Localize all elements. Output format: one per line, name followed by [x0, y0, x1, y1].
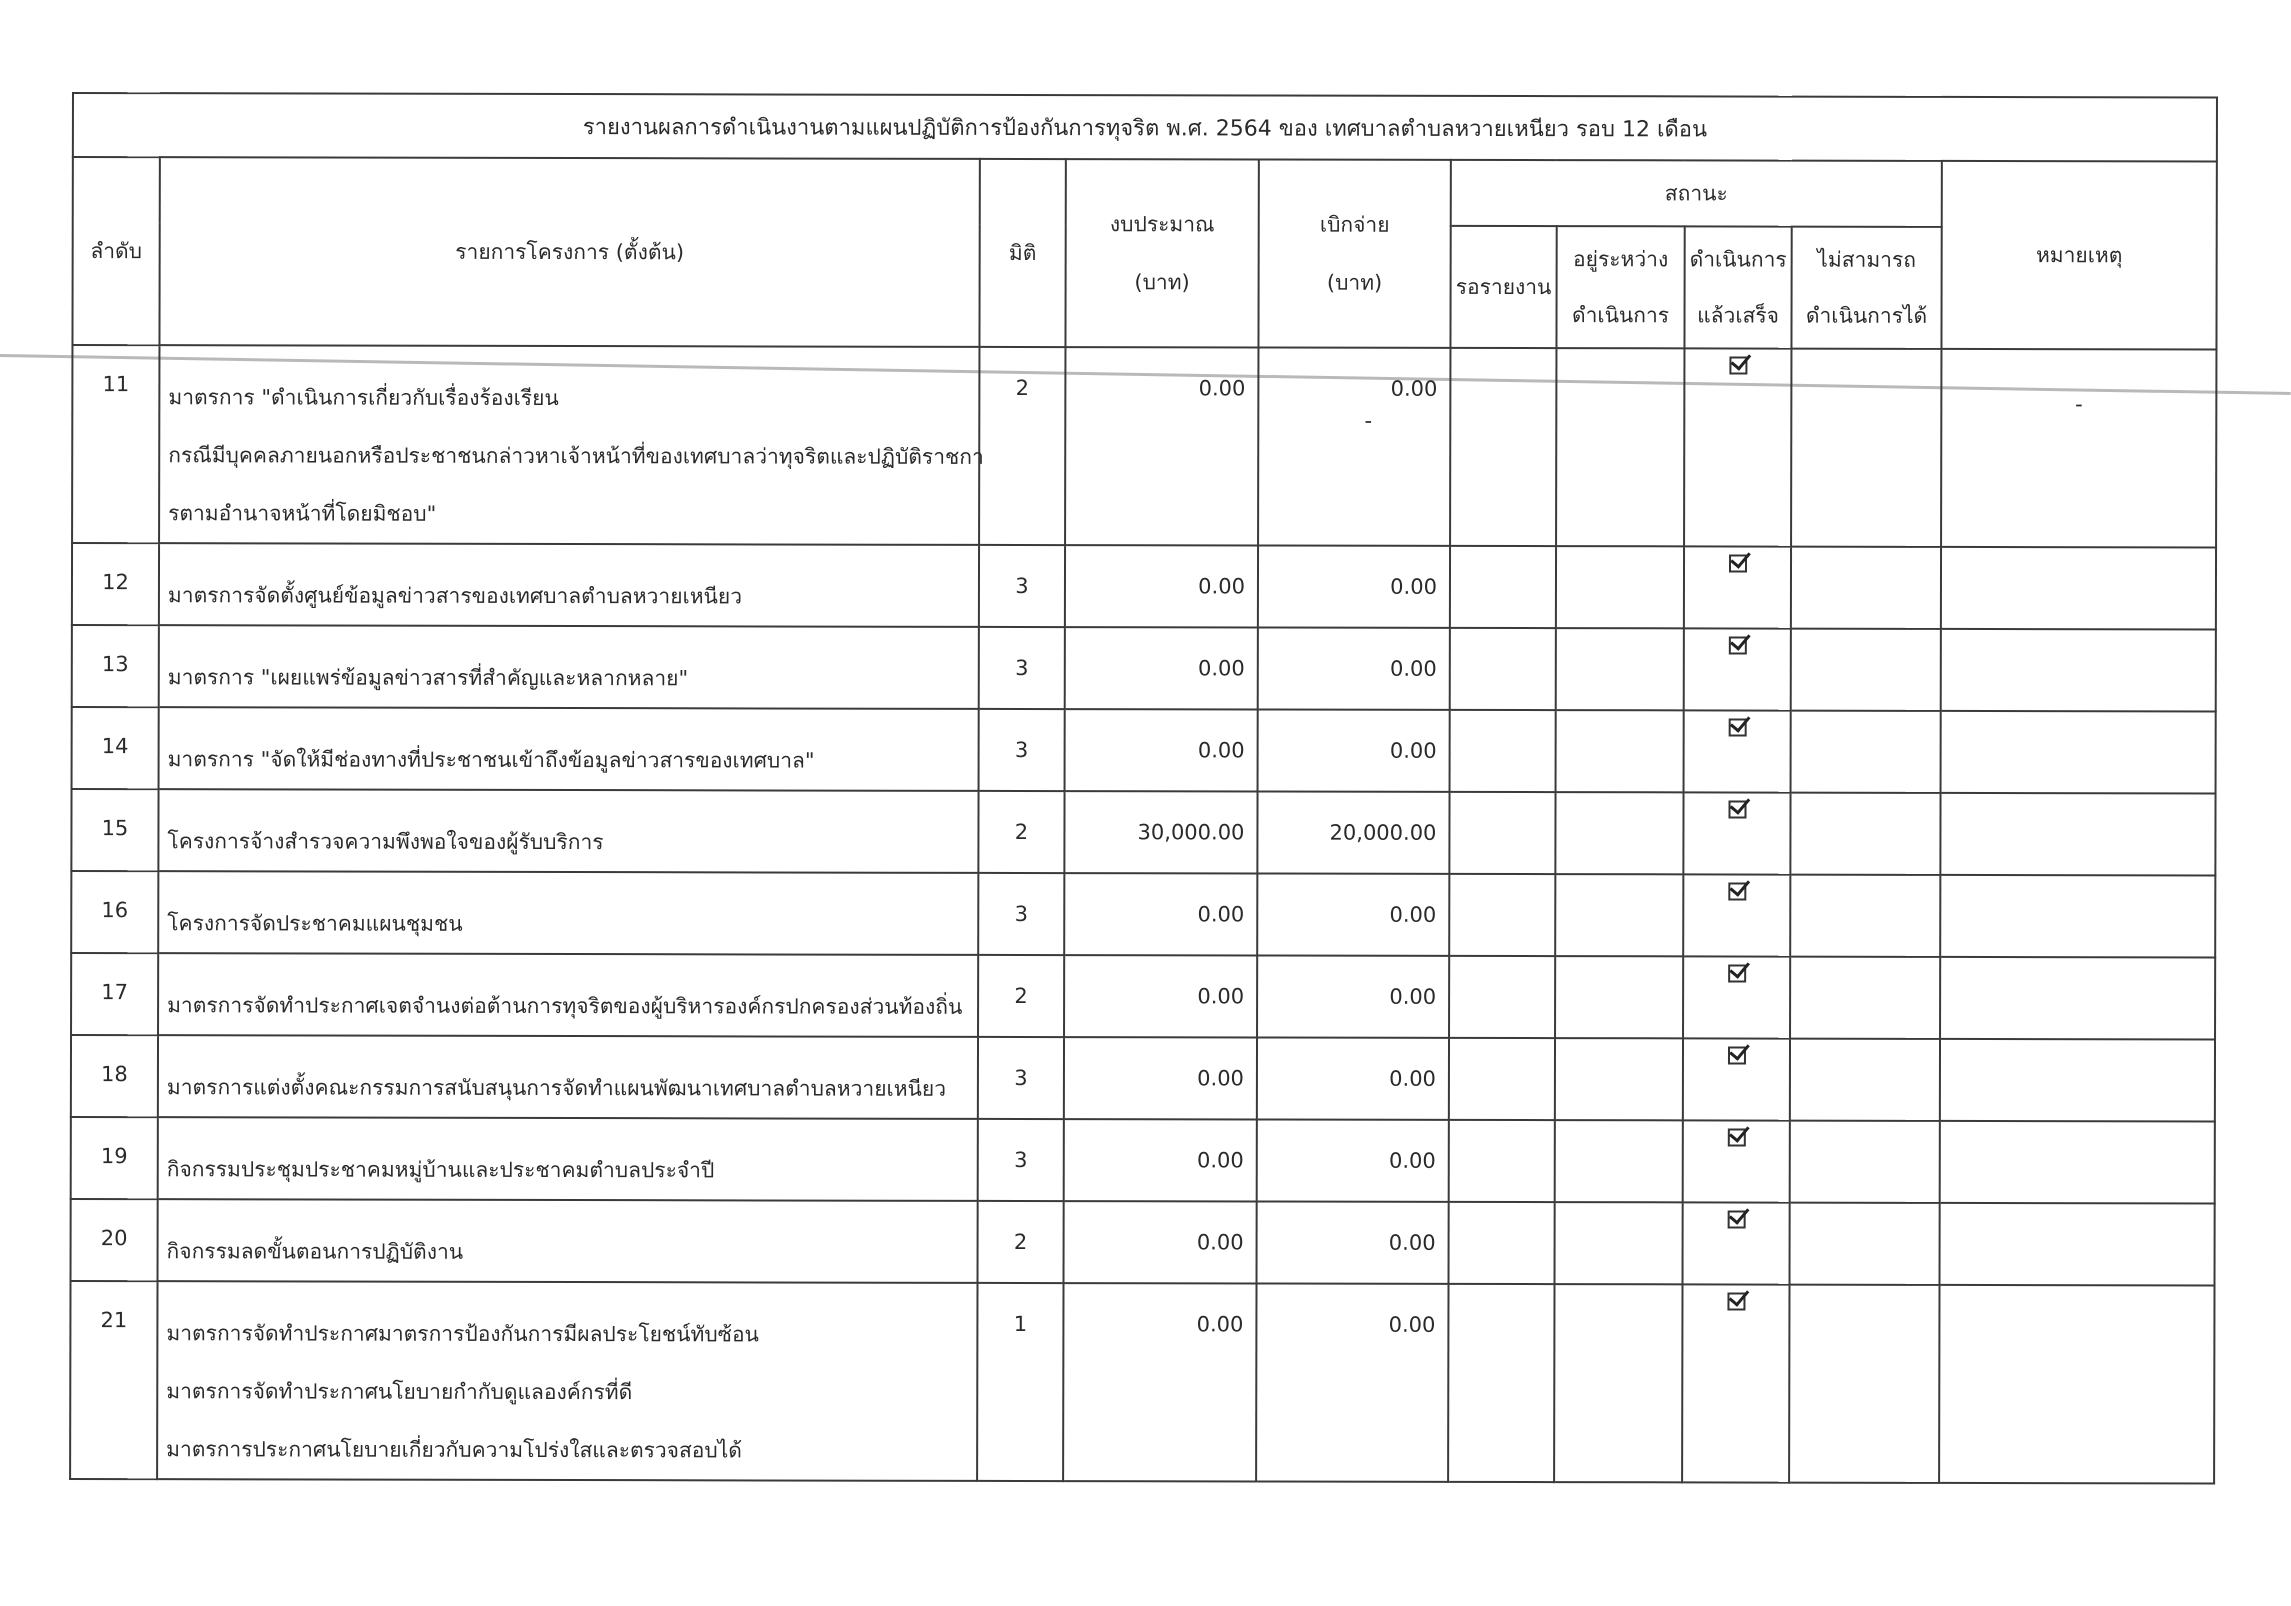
header-completed-line1: ดำเนินการ — [1689, 247, 1787, 272]
project-line: มาตรการจัดทำประกาศมาตรการป้องกันการมีผลประโยชน์ทับซ้อน — [166, 1321, 759, 1347]
status-completed-cell — [1682, 1284, 1789, 1482]
row-project — [159, 625, 979, 709]
status-unable-cell — [1790, 793, 1940, 875]
status-unable-cell — [1790, 1203, 1940, 1285]
header-budget — [1065, 159, 1258, 347]
status-waiting-cell — [1450, 546, 1556, 628]
row-spent: 0.00 — [1257, 955, 1449, 1037]
checkbox-checked-icon — [1728, 554, 1746, 572]
row-no: 14 — [72, 707, 159, 789]
row-remark — [1940, 1039, 2215, 1122]
row-spent: 0.00 — [1257, 1037, 1449, 1119]
status-completed-cell — [1683, 792, 1790, 874]
row-remark — [1941, 711, 2216, 794]
header-unable-line2: ดำเนินการได้ — [1805, 303, 1928, 328]
row-spent: 0.00 — [1258, 627, 1450, 709]
row-no: 15 — [71, 789, 158, 871]
table-row — [72, 625, 2216, 711]
report-title: รายงานผลการดำเนินงานตามแผนปฏิบัติการป้องกันการทุจริต พ.ศ. 2564 ของ เทศบาลตำบลหวายเหนียว รอบ 12 เดือน — [73, 93, 2217, 161]
row-budget: 0.00 — [1065, 709, 1258, 791]
row-project — [157, 1281, 977, 1481]
header-in-progress-line1: อยู่ระหว่าง — [1573, 247, 1669, 272]
row-project — [159, 543, 979, 627]
status-in-progress-cell — [1554, 1284, 1682, 1482]
status-completed-cell — [1683, 1038, 1790, 1120]
project-line: มาตรการจัดตั้งศูนย์ข้อมูลข่าวสารของเทศบาลตำบลหวายเหนียว — [167, 583, 743, 609]
status-in-progress-cell — [1555, 956, 1683, 1038]
row-remark — [1940, 1203, 2215, 1286]
header-completed-line2: แล้วเสร็จ — [1697, 303, 1779, 328]
project-line: โครงการจ้างสำรวจความพึงพอใจของผู้รับบริการ — [167, 829, 604, 855]
row-spent-value: 0.00 — [1390, 376, 1438, 401]
status-in-progress-cell — [1555, 792, 1683, 874]
table-row — [72, 543, 2216, 629]
status-waiting-cell — [1448, 1284, 1554, 1482]
status-unable-cell — [1791, 711, 1941, 793]
row-remark — [1939, 1285, 2214, 1484]
project-line: โครงการจัดประชาคมแผนชุมชน — [167, 911, 463, 936]
row-spent: 20,000.00 — [1257, 791, 1449, 873]
row-project — [158, 1117, 978, 1201]
status-unable-cell — [1790, 875, 1940, 957]
status-waiting-cell — [1449, 1120, 1555, 1202]
project-line: มาตรการ "ดำเนินการเกี่ยวกับเรื่องร้องเรียน — [168, 385, 559, 411]
status-in-progress-cell — [1555, 874, 1683, 956]
status-in-progress-cell — [1556, 546, 1684, 628]
status-completed-cell — [1684, 348, 1791, 546]
status-completed-cell — [1683, 956, 1790, 1038]
header-budget-line1: งบประมาณ — [1109, 212, 1215, 237]
status-unable-cell — [1790, 1121, 1940, 1203]
status-waiting-cell — [1450, 348, 1556, 546]
status-completed-cell — [1683, 874, 1790, 956]
row-dimension: 3 — [978, 1119, 1064, 1201]
table-row — [72, 345, 2216, 547]
header-status-completed — [1684, 226, 1791, 348]
checkbox-checked-icon — [1728, 964, 1746, 982]
header-status: สถานะ — [1451, 160, 1942, 227]
checkbox-checked-icon — [1727, 1210, 1745, 1228]
header-project: รายการโครงการ (ตั้งต้น) — [159, 157, 979, 347]
row-remark — [1940, 957, 2215, 1040]
project-line: มาตรการ "เผยแพร่ข้อมูลข่าวสารที่สำคัญและหลากหลาย" — [167, 665, 689, 691]
status-completed-cell — [1684, 710, 1791, 792]
status-waiting-cell — [1449, 1202, 1555, 1284]
header-spent-line1: เบิกจ่าย — [1319, 212, 1390, 237]
project-line: มาตรการประกาศนโยบายเกี่ยวกับความโปร่งใสและตรวจสอบได้ — [166, 1437, 742, 1463]
row-spent: 0.00 — [1257, 1119, 1449, 1201]
project-line: มาตรการจัดทำประกาศเจตจำนงต่อต้านการทุจริตของผู้บริหารองค์กรปกครองส่วนท้องถิ่น — [167, 993, 963, 1019]
header-budget-line2: (บาท) — [1134, 270, 1190, 295]
row-no: 19 — [71, 1117, 158, 1199]
header-status-unable — [1791, 227, 1941, 349]
table-row — [71, 789, 2215, 875]
row-project — [159, 707, 979, 791]
status-waiting-cell — [1449, 792, 1555, 874]
header-status-in-progress — [1556, 226, 1684, 348]
status-unable-cell — [1789, 1285, 1939, 1483]
row-dimension: 2 — [978, 791, 1064, 873]
header-status-waiting: รอรายงาน — [1450, 226, 1556, 348]
row-project — [158, 871, 978, 955]
header-no: ลำดับ — [72, 157, 159, 345]
row-spent: 0.00 — [1257, 1201, 1449, 1283]
status-waiting-cell — [1450, 628, 1556, 710]
row-project — [158, 1035, 978, 1119]
checkbox-checked-icon — [1729, 356, 1747, 374]
row-no: 16 — [71, 871, 158, 953]
checkbox-checked-icon — [1727, 1128, 1745, 1146]
row-budget: 0.00 — [1064, 1119, 1257, 1201]
row-budget: 0.00 — [1064, 1201, 1257, 1283]
row-dimension: 3 — [979, 627, 1065, 709]
header-unable-line1: ไม่สามารถ — [1817, 247, 1917, 272]
row-dimension: 2 — [978, 1201, 1064, 1283]
status-waiting-cell — [1449, 956, 1555, 1038]
table-row — [71, 871, 2215, 957]
project-line: มาตรการจัดทำประกาศนโยบายกำกับดูแลองค์กรที่ดี — [166, 1379, 633, 1405]
checkbox-checked-icon — [1727, 1292, 1745, 1310]
row-dimension: 3 — [979, 709, 1065, 791]
status-completed-cell — [1684, 628, 1791, 710]
row-spent: 0.00 — [1257, 873, 1449, 955]
row-project — [158, 953, 978, 1037]
project-line: กิจกรรมประชุมประชาคมหมู่บ้านและประชาคมตำบลประจำปี — [166, 1157, 715, 1183]
row-remark — [1940, 793, 2215, 876]
row-no: 13 — [72, 625, 159, 707]
checkbox-checked-icon — [1728, 718, 1746, 736]
row-dimension: 3 — [978, 873, 1064, 955]
row-budget: 30,000.00 — [1064, 791, 1257, 873]
table-row — [71, 1117, 2215, 1203]
header-remark: หมายเหตุ — [1941, 161, 2216, 350]
status-unable-cell — [1790, 957, 1940, 1039]
row-remark — [1940, 875, 2215, 958]
checkbox-checked-icon — [1727, 1046, 1745, 1064]
status-unable-cell — [1791, 547, 1941, 629]
row-spent — [1258, 347, 1450, 545]
project-line: มาตรการ "จัดให้มีช่องทางที่ประชาชนเข้าถึงข้อมูลข่าวสารของเทศบาล" — [167, 747, 815, 773]
status-in-progress-cell — [1556, 710, 1684, 792]
project-line: มาตรการแต่งตั้งคณะกรรมการสนับสนุนการจัดทำแผนพัฒนาเทศบาลตำบลหวายเหนียว — [166, 1075, 947, 1101]
checkbox-checked-icon — [1728, 800, 1746, 818]
row-spent: 0.00 — [1256, 1283, 1448, 1481]
project-line: รตามอำนาจหน้าที่โดยมิชอบ" — [168, 501, 437, 526]
row-budget: 0.00 — [1064, 955, 1257, 1037]
row-budget: 0.00 — [1065, 347, 1258, 545]
header-in-progress-line2: ดำเนินการ — [1571, 303, 1670, 328]
row-no: 20 — [71, 1199, 158, 1281]
row-dimension: 3 — [978, 1037, 1064, 1119]
status-in-progress-cell — [1555, 1120, 1683, 1202]
row-dimension: 3 — [979, 545, 1065, 627]
row-project — [159, 345, 984, 545]
header-spent — [1258, 159, 1450, 347]
project-line: กิจกรรมลดขั้นตอนการปฏิบัติงาน — [166, 1239, 464, 1264]
status-in-progress-cell — [1555, 1038, 1683, 1120]
project-report-table — [69, 92, 2218, 1484]
header-dimension: มิติ — [979, 159, 1065, 347]
row-dimension: 1 — [977, 1283, 1063, 1481]
row-spent: 0.00 — [1258, 545, 1450, 627]
status-in-progress-cell — [1556, 628, 1684, 710]
status-unable-cell — [1791, 349, 1941, 547]
table-row — [71, 1035, 2215, 1121]
status-unable-cell — [1791, 629, 1941, 711]
project-line: กรณีมีบุคคลภายนอกหรือประชาชนกล่าวหาเจ้าหน้าที่ของเทศบาลว่าทุจริตและปฏิบัติราชกา — [168, 443, 984, 469]
row-spent-sub: - — [1364, 408, 1373, 433]
row-remark — [1941, 629, 2216, 712]
table-row — [71, 1199, 2215, 1285]
status-unable-cell — [1790, 1039, 1940, 1121]
status-waiting-cell — [1450, 710, 1556, 792]
row-no: 11 — [72, 345, 159, 543]
row-project — [158, 1199, 978, 1283]
status-waiting-cell — [1449, 1038, 1555, 1120]
header-spent-line2: (บาท) — [1326, 270, 1383, 295]
row-budget: 0.00 — [1063, 1283, 1256, 1481]
table-row — [70, 1281, 2214, 1483]
row-remark — [1940, 1121, 2215, 1204]
row-budget: 0.00 — [1064, 1037, 1257, 1119]
status-in-progress-cell — [1555, 1202, 1683, 1284]
row-remark — [1941, 547, 2216, 630]
checkbox-checked-icon — [1728, 636, 1746, 654]
row-project — [158, 789, 978, 873]
row-no: 17 — [71, 953, 158, 1035]
row-dimension: 2 — [979, 347, 1065, 545]
row-remark: - — [1941, 349, 2216, 548]
status-in-progress-cell — [1556, 348, 1684, 546]
status-completed-cell — [1683, 1120, 1790, 1202]
row-no: 18 — [71, 1035, 158, 1117]
status-completed-cell — [1683, 1202, 1790, 1284]
status-waiting-cell — [1449, 874, 1555, 956]
row-no: 12 — [72, 543, 159, 625]
row-budget: 0.00 — [1065, 545, 1258, 627]
row-budget: 0.00 — [1065, 627, 1258, 709]
checkbox-checked-icon — [1728, 882, 1746, 900]
row-budget: 0.00 — [1064, 873, 1257, 955]
status-completed-cell — [1684, 546, 1791, 628]
row-dimension: 2 — [978, 955, 1064, 1037]
row-spent: 0.00 — [1258, 709, 1450, 791]
table-row — [72, 707, 2216, 793]
row-no: 21 — [70, 1281, 157, 1479]
table-row — [71, 953, 2215, 1039]
